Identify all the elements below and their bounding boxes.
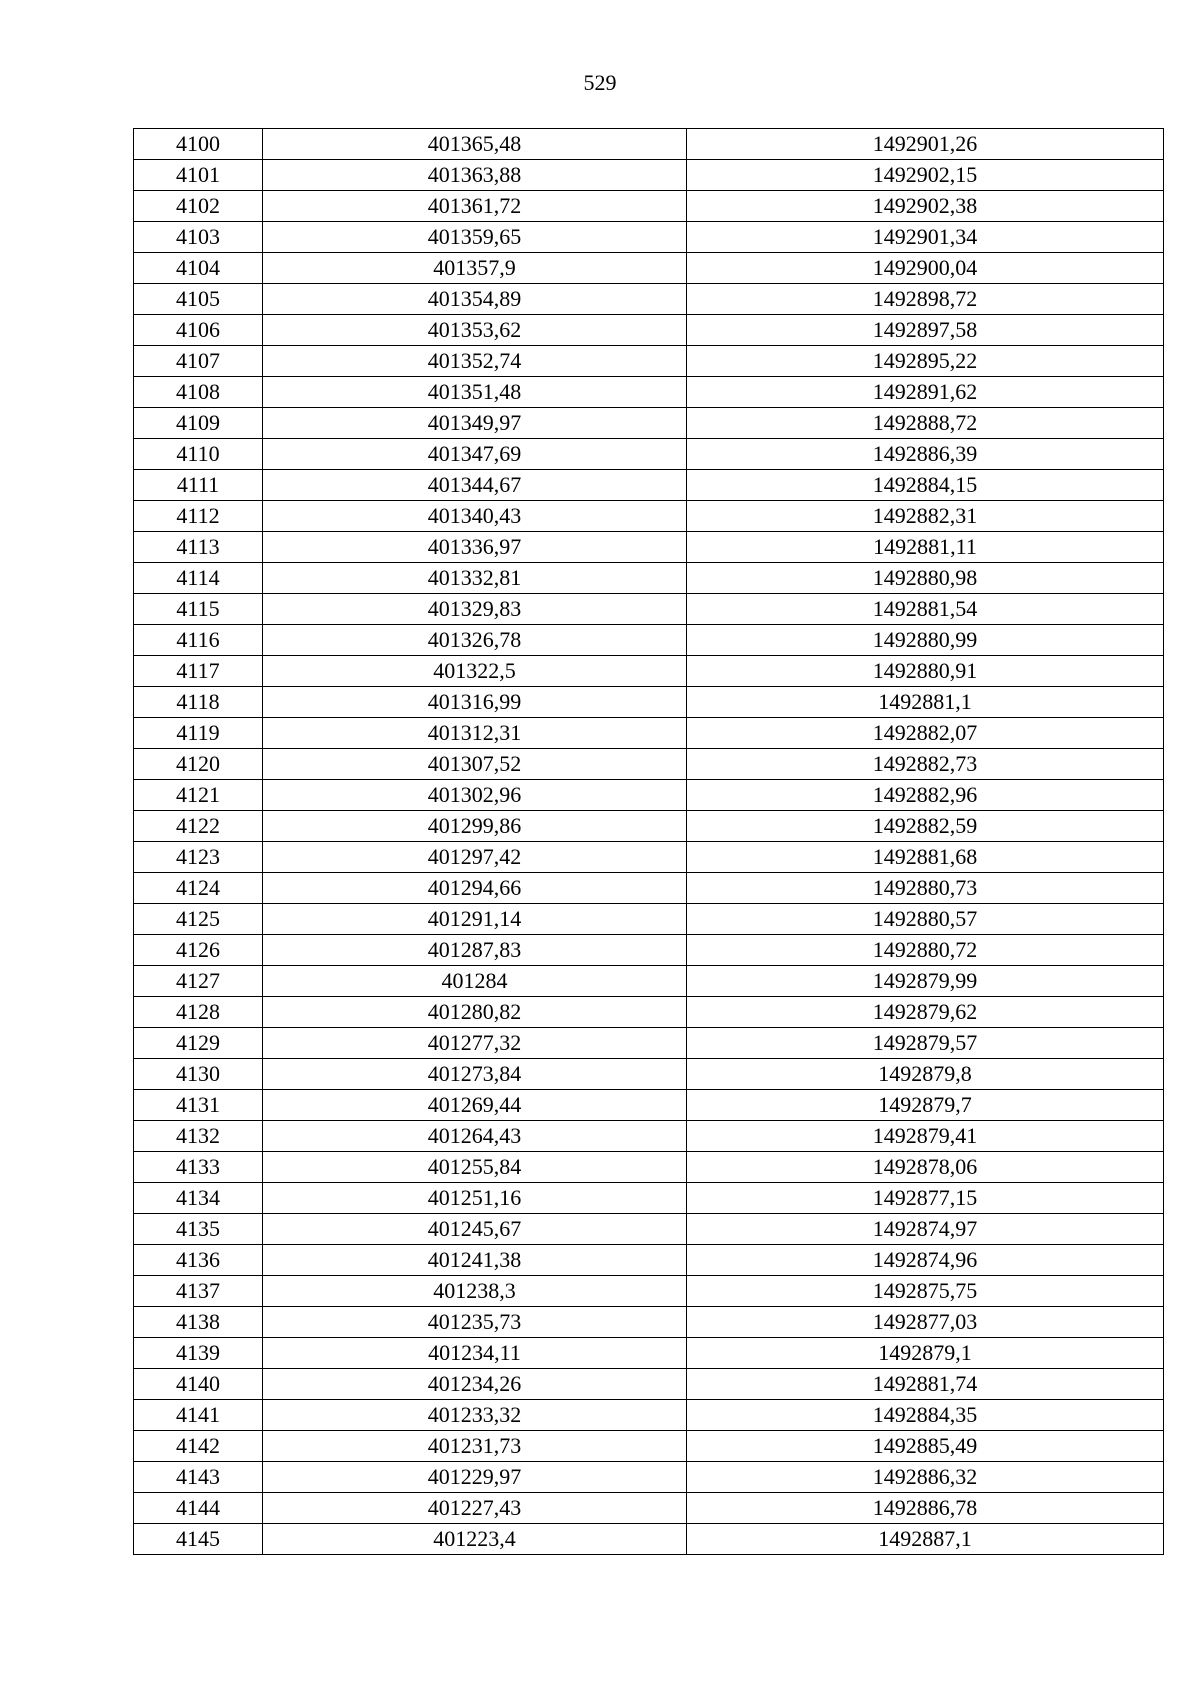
x-coordinate-cell: 401299,86 xyxy=(263,811,687,842)
table-row xyxy=(134,253,1164,284)
x-coordinate-cell: 401251,16 xyxy=(263,1183,687,1214)
y-coordinate-cell: 1492902,38 xyxy=(687,191,1164,222)
coordinates-table xyxy=(133,128,1164,1555)
point-number-cell: 4104 xyxy=(134,253,263,284)
x-coordinate-cell: 401294,66 xyxy=(263,873,687,904)
y-coordinate-cell: 1492880,73 xyxy=(687,873,1164,904)
point-number-cell: 4133 xyxy=(134,1152,263,1183)
table-row xyxy=(134,1245,1164,1276)
table-row xyxy=(134,1493,1164,1524)
x-coordinate-cell: 401312,31 xyxy=(263,718,687,749)
point-number-cell: 4117 xyxy=(134,656,263,687)
y-coordinate-cell: 1492898,72 xyxy=(687,284,1164,315)
x-coordinate-cell: 401349,97 xyxy=(263,408,687,439)
x-coordinate-cell: 401332,81 xyxy=(263,563,687,594)
y-coordinate-cell: 1492880,98 xyxy=(687,563,1164,594)
point-number-cell: 4107 xyxy=(134,346,263,377)
point-number-cell: 4114 xyxy=(134,563,263,594)
y-coordinate-cell: 1492879,62 xyxy=(687,997,1164,1028)
point-number-cell: 4112 xyxy=(134,501,263,532)
point-number-cell: 4126 xyxy=(134,935,263,966)
point-number-cell: 4116 xyxy=(134,625,263,656)
y-coordinate-cell: 1492886,78 xyxy=(687,1493,1164,1524)
point-number-cell: 4132 xyxy=(134,1121,263,1152)
y-coordinate-cell: 1492879,57 xyxy=(687,1028,1164,1059)
point-number-cell: 4136 xyxy=(134,1245,263,1276)
y-coordinate-cell: 1492882,96 xyxy=(687,780,1164,811)
table-row xyxy=(134,1183,1164,1214)
table-row xyxy=(134,1090,1164,1121)
table-row xyxy=(134,966,1164,997)
y-coordinate-cell: 1492879,8 xyxy=(687,1059,1164,1090)
y-coordinate-cell: 1492901,34 xyxy=(687,222,1164,253)
x-coordinate-cell: 401235,73 xyxy=(263,1307,687,1338)
y-coordinate-cell: 1492887,1 xyxy=(687,1524,1164,1555)
x-coordinate-cell: 401344,67 xyxy=(263,470,687,501)
x-coordinate-cell: 401233,32 xyxy=(263,1400,687,1431)
x-coordinate-cell: 401322,5 xyxy=(263,656,687,687)
point-number-cell: 4108 xyxy=(134,377,263,408)
y-coordinate-cell: 1492877,03 xyxy=(687,1307,1164,1338)
table-row xyxy=(134,1524,1164,1555)
table-row xyxy=(134,129,1164,160)
y-coordinate-cell: 1492881,11 xyxy=(687,532,1164,563)
point-number-cell: 4144 xyxy=(134,1493,263,1524)
x-coordinate-cell: 401229,97 xyxy=(263,1462,687,1493)
table-row xyxy=(134,191,1164,222)
table-row xyxy=(134,811,1164,842)
x-coordinate-cell: 401245,67 xyxy=(263,1214,687,1245)
point-number-cell: 4130 xyxy=(134,1059,263,1090)
table-row xyxy=(134,377,1164,408)
x-coordinate-cell: 401351,48 xyxy=(263,377,687,408)
point-number-cell: 4109 xyxy=(134,408,263,439)
x-coordinate-cell: 401273,84 xyxy=(263,1059,687,1090)
y-coordinate-cell: 1492895,22 xyxy=(687,346,1164,377)
x-coordinate-cell: 401316,99 xyxy=(263,687,687,718)
y-coordinate-cell: 1492884,15 xyxy=(687,470,1164,501)
y-coordinate-cell: 1492885,49 xyxy=(687,1431,1164,1462)
x-coordinate-cell: 401347,69 xyxy=(263,439,687,470)
y-coordinate-cell: 1492882,59 xyxy=(687,811,1164,842)
x-coordinate-cell: 401231,73 xyxy=(263,1431,687,1462)
y-coordinate-cell: 1492888,72 xyxy=(687,408,1164,439)
point-number-cell: 4137 xyxy=(134,1276,263,1307)
point-number-cell: 4110 xyxy=(134,439,263,470)
y-coordinate-cell: 1492880,99 xyxy=(687,625,1164,656)
table-row xyxy=(134,501,1164,532)
y-coordinate-cell: 1492900,04 xyxy=(687,253,1164,284)
table-row xyxy=(134,842,1164,873)
point-number-cell: 4138 xyxy=(134,1307,263,1338)
table-row xyxy=(134,1059,1164,1090)
x-coordinate-cell: 401357,9 xyxy=(263,253,687,284)
table-row xyxy=(134,1462,1164,1493)
x-coordinate-cell: 401302,96 xyxy=(263,780,687,811)
x-coordinate-cell: 401365,48 xyxy=(263,129,687,160)
point-number-cell: 4105 xyxy=(134,284,263,315)
x-coordinate-cell: 401227,43 xyxy=(263,1493,687,1524)
point-number-cell: 4122 xyxy=(134,811,263,842)
x-coordinate-cell: 401255,84 xyxy=(263,1152,687,1183)
point-number-cell: 4100 xyxy=(134,129,263,160)
point-number-cell: 4113 xyxy=(134,532,263,563)
x-coordinate-cell: 401352,74 xyxy=(263,346,687,377)
y-coordinate-cell: 1492886,32 xyxy=(687,1462,1164,1493)
page-number: 529 xyxy=(583,70,617,95)
x-coordinate-cell: 401291,14 xyxy=(263,904,687,935)
y-coordinate-cell: 1492878,06 xyxy=(687,1152,1164,1183)
x-coordinate-cell: 401264,43 xyxy=(263,1121,687,1152)
x-coordinate-cell: 401284 xyxy=(263,966,687,997)
x-coordinate-cell: 401329,83 xyxy=(263,594,687,625)
y-coordinate-cell: 1492902,15 xyxy=(687,160,1164,191)
y-coordinate-cell: 1492881,68 xyxy=(687,842,1164,873)
x-coordinate-cell: 401326,78 xyxy=(263,625,687,656)
table-row xyxy=(134,1307,1164,1338)
point-number-cell: 4119 xyxy=(134,718,263,749)
x-coordinate-cell: 401234,26 xyxy=(263,1369,687,1400)
y-coordinate-cell: 1492901,26 xyxy=(687,129,1164,160)
y-coordinate-cell: 1492874,97 xyxy=(687,1214,1164,1245)
point-number-cell: 4123 xyxy=(134,842,263,873)
table-row xyxy=(134,1400,1164,1431)
x-coordinate-cell: 401340,43 xyxy=(263,501,687,532)
y-coordinate-cell: 1492891,62 xyxy=(687,377,1164,408)
x-coordinate-cell: 401269,44 xyxy=(263,1090,687,1121)
table-row xyxy=(134,160,1164,191)
x-coordinate-cell: 401287,83 xyxy=(263,935,687,966)
x-coordinate-cell: 401353,62 xyxy=(263,315,687,346)
point-number-cell: 4131 xyxy=(134,1090,263,1121)
point-number-cell: 4118 xyxy=(134,687,263,718)
y-coordinate-cell: 1492882,31 xyxy=(687,501,1164,532)
x-coordinate-cell: 401307,52 xyxy=(263,749,687,780)
point-number-cell: 4135 xyxy=(134,1214,263,1245)
x-coordinate-cell: 401241,38 xyxy=(263,1245,687,1276)
x-coordinate-cell: 401223,4 xyxy=(263,1524,687,1555)
point-number-cell: 4141 xyxy=(134,1400,263,1431)
table-row xyxy=(134,439,1164,470)
point-number-cell: 4140 xyxy=(134,1369,263,1400)
point-number-cell: 4129 xyxy=(134,1028,263,1059)
y-coordinate-cell: 1492874,96 xyxy=(687,1245,1164,1276)
table-row xyxy=(134,532,1164,563)
y-coordinate-cell: 1492884,35 xyxy=(687,1400,1164,1431)
y-coordinate-cell: 1492877,15 xyxy=(687,1183,1164,1214)
point-number-cell: 4145 xyxy=(134,1524,263,1555)
table-row xyxy=(134,1028,1164,1059)
x-coordinate-cell: 401234,11 xyxy=(263,1338,687,1369)
table-row xyxy=(134,315,1164,346)
point-number-cell: 4121 xyxy=(134,780,263,811)
point-number-cell: 4111 xyxy=(134,470,263,501)
point-number-cell: 4128 xyxy=(134,997,263,1028)
y-coordinate-cell: 1492879,41 xyxy=(687,1121,1164,1152)
point-number-cell: 4124 xyxy=(134,873,263,904)
table-row xyxy=(134,1214,1164,1245)
table-row xyxy=(134,222,1164,253)
table-row xyxy=(134,935,1164,966)
table-row xyxy=(134,284,1164,315)
y-coordinate-cell: 1492897,58 xyxy=(687,315,1164,346)
x-coordinate-cell: 401297,42 xyxy=(263,842,687,873)
y-coordinate-cell: 1492882,07 xyxy=(687,718,1164,749)
y-coordinate-cell: 1492882,73 xyxy=(687,749,1164,780)
table-row xyxy=(134,780,1164,811)
x-coordinate-cell: 401361,72 xyxy=(263,191,687,222)
y-coordinate-cell: 1492879,1 xyxy=(687,1338,1164,1369)
point-number-cell: 4143 xyxy=(134,1462,263,1493)
table-row xyxy=(134,749,1164,780)
y-coordinate-cell: 1492879,7 xyxy=(687,1090,1164,1121)
point-number-cell: 4115 xyxy=(134,594,263,625)
table-row xyxy=(134,687,1164,718)
table-row xyxy=(134,997,1164,1028)
y-coordinate-cell: 1492879,99 xyxy=(687,966,1164,997)
x-coordinate-cell: 401280,82 xyxy=(263,997,687,1028)
point-number-cell: 4103 xyxy=(134,222,263,253)
y-coordinate-cell: 1492881,74 xyxy=(687,1369,1164,1400)
table-row xyxy=(134,563,1164,594)
table-row xyxy=(134,408,1164,439)
table-row xyxy=(134,904,1164,935)
x-coordinate-cell: 401359,65 xyxy=(263,222,687,253)
point-number-cell: 4101 xyxy=(134,160,263,191)
table-row xyxy=(134,1121,1164,1152)
table-row xyxy=(134,1338,1164,1369)
point-number-cell: 4102 xyxy=(134,191,263,222)
table-row xyxy=(134,470,1164,501)
y-coordinate-cell: 1492886,39 xyxy=(687,439,1164,470)
point-number-cell: 4106 xyxy=(134,315,263,346)
x-coordinate-cell: 401238,3 xyxy=(263,1276,687,1307)
point-number-cell: 4120 xyxy=(134,749,263,780)
point-number-cell: 4125 xyxy=(134,904,263,935)
table-row xyxy=(134,1152,1164,1183)
point-number-cell: 4134 xyxy=(134,1183,263,1214)
table-row xyxy=(134,346,1164,377)
table-row xyxy=(134,873,1164,904)
y-coordinate-cell: 1492881,1 xyxy=(687,687,1164,718)
y-coordinate-cell: 1492875,75 xyxy=(687,1276,1164,1307)
point-number-cell: 4139 xyxy=(134,1338,263,1369)
x-coordinate-cell: 401354,89 xyxy=(263,284,687,315)
table-row xyxy=(134,1369,1164,1400)
coordinates-table-body xyxy=(134,129,1164,1555)
table-row xyxy=(134,594,1164,625)
table-row xyxy=(134,625,1164,656)
point-number-cell: 4127 xyxy=(134,966,263,997)
y-coordinate-cell: 1492880,57 xyxy=(687,904,1164,935)
x-coordinate-cell: 401277,32 xyxy=(263,1028,687,1059)
y-coordinate-cell: 1492880,91 xyxy=(687,656,1164,687)
point-number-cell: 4142 xyxy=(134,1431,263,1462)
table-row xyxy=(134,1431,1164,1462)
x-coordinate-cell: 401363,88 xyxy=(263,160,687,191)
y-coordinate-cell: 1492880,72 xyxy=(687,935,1164,966)
y-coordinate-cell: 1492881,54 xyxy=(687,594,1164,625)
table-row xyxy=(134,1276,1164,1307)
x-coordinate-cell: 401336,97 xyxy=(263,532,687,563)
table-row xyxy=(134,656,1164,687)
table-row xyxy=(134,718,1164,749)
